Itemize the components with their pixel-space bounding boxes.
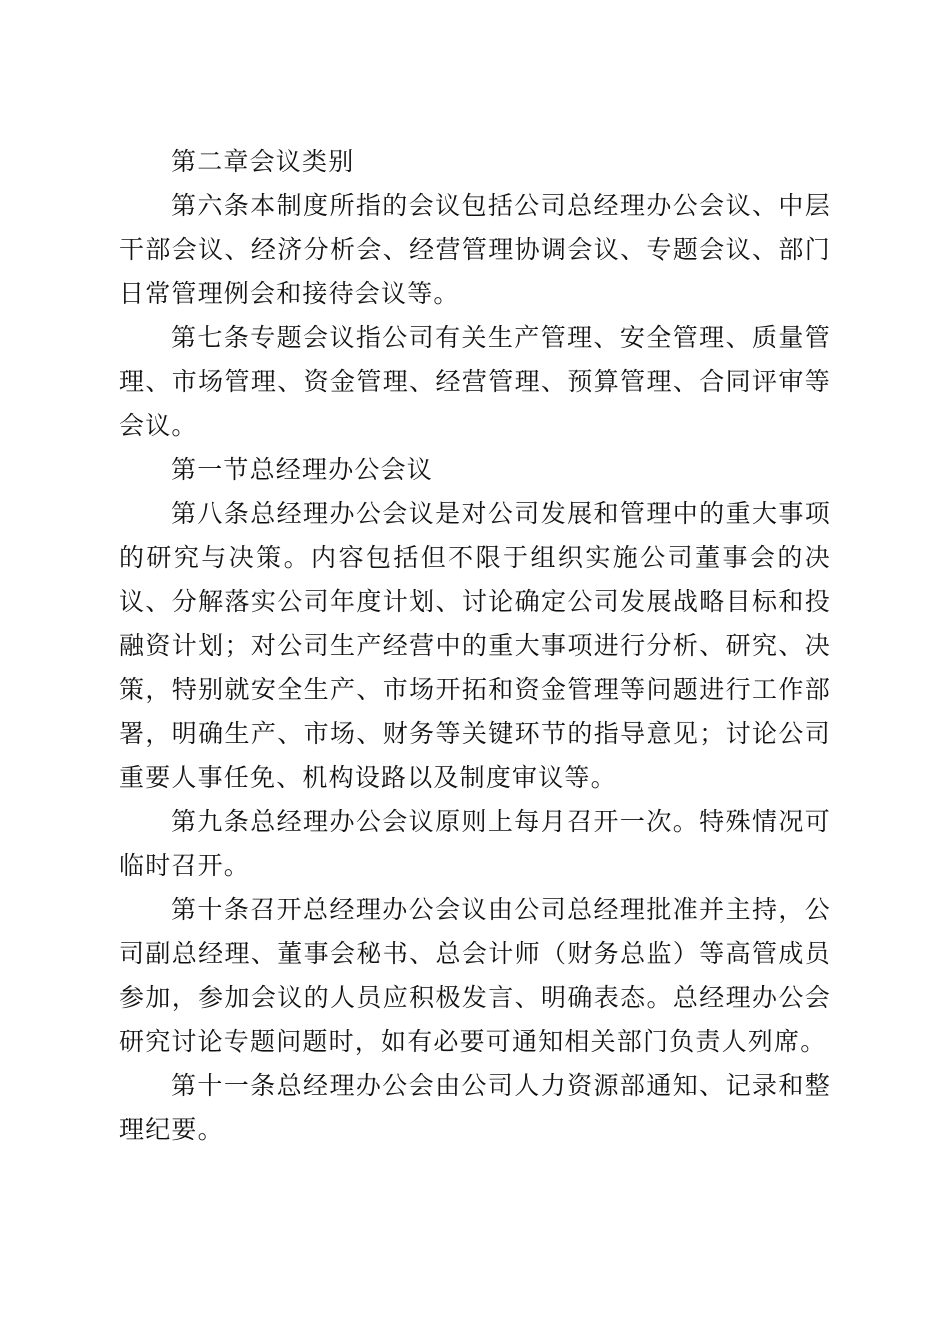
article-10: 第十条召开总经理办公会议由公司总经理批准并主持，公司副总经理、董事会秘书、总会计师（财务总监）等高管成员参加，参加会议的人员应积极发言、明确表态。总经理办公会研究讨论专题问题时，如有必要可通知相关部门负责人列席。 (119, 895, 831, 1056)
section-heading: 第一节总经理办公会议 (171, 455, 434, 484)
chapter-heading: 第二章会议类别 (171, 147, 355, 176)
article-7: 第七条专题会议指公司有关生产管理、安全管理、质量管理、市场管理、资金管理、经营管理、预算管理、合同评审等会议。 (119, 323, 831, 440)
article-11: 第十一条总经理办公会由公司人力资源部通知、记录和整理纪要。 (119, 1071, 831, 1144)
article-8: 第八条总经理办公会议是对公司发展和管理中的重大事项的研究与决策。内容包括但不限于组织实施公司董事会的决议、分解落实公司年度计划、讨论确定公司发展战略目标和投融资计划；对公司生产经营中的重大事项进行分析、研究、决策，特别就安全生产、市场开拓和资金管理等问题进行工作部署，明确生产、市场、财务等关键环节的指导意见；讨论公司重要人事任免、机构设路以及制度审议等。 (119, 499, 831, 792)
article-9: 第九条总经理办公会议原则上每月召开一次。特殊情况可临时召开。 (119, 807, 831, 880)
article-6: 第六条本制度所指的会议包括公司总经理办公会议、中层干部会议、经济分析会、经营管理协调会议、专题会议、部门日常管理例会和接待会议等。 (119, 191, 831, 308)
document-body (119, 140, 831, 1152)
